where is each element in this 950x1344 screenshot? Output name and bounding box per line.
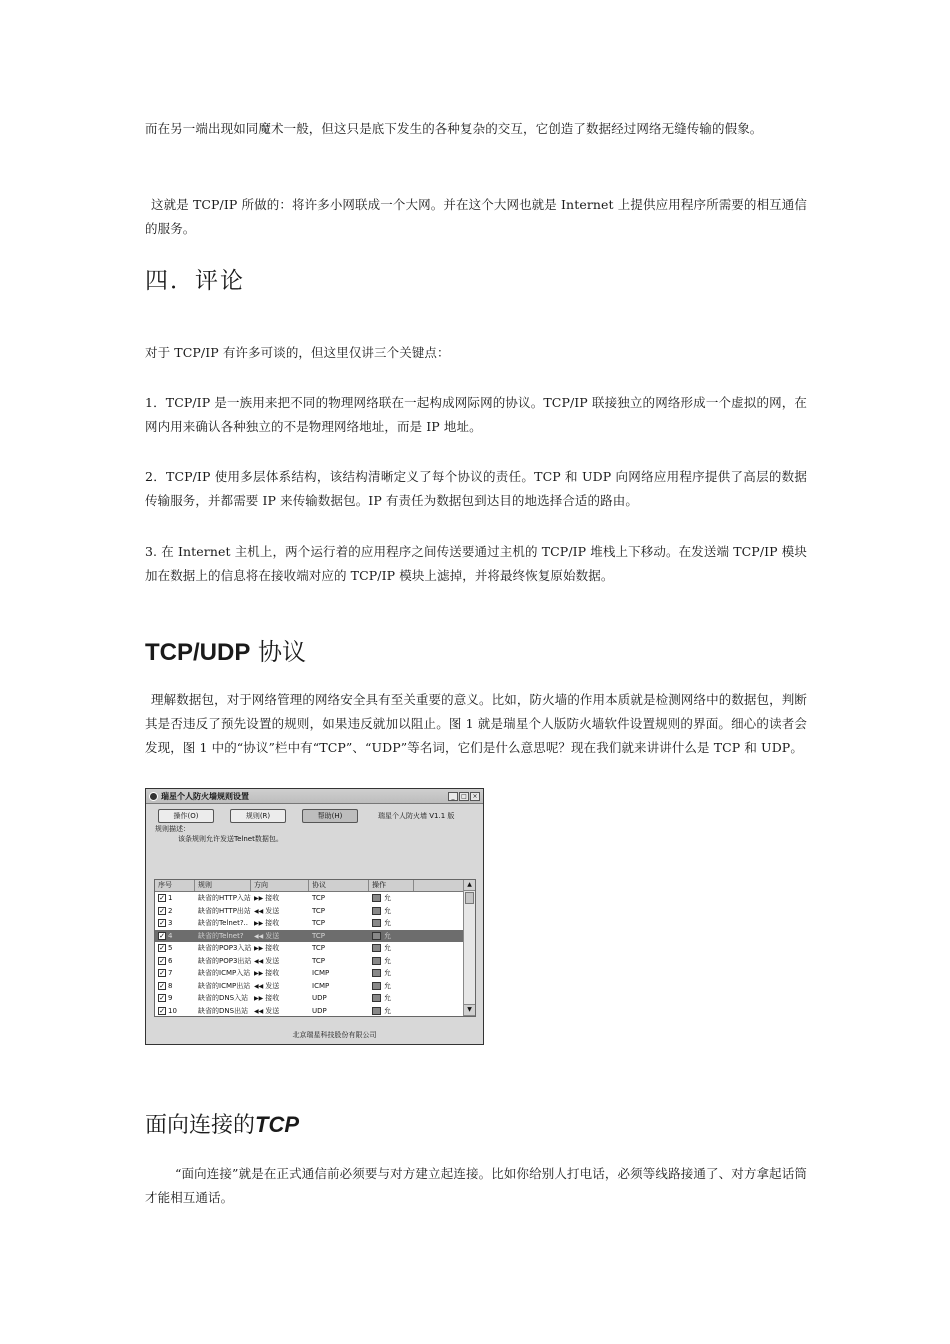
checkbox[interactable]: ✓ [159,906,165,915]
table-row[interactable] [155,955,475,968]
paragraph-3: 对于 TCP/IP 有许多可谈的，但这里仅讲三个关键点： [145,345,450,360]
table-row[interactable] [155,980,475,993]
network-icon [372,982,381,990]
row-protocol: TCP [312,906,325,915]
minimize-icon[interactable]: _ [448,792,458,801]
row-number: ✓ 7 [159,969,173,978]
row-number: ✓ 9 [159,994,173,1003]
row-operation: 允 [369,906,414,916]
row-number: ✓ 6 [159,956,173,965]
paragraph-5: 2．TCP/IP 使用多层体系结构，该结构清晰定义了每个协议的责任。TCP 和 UDP 向网络应用程序提供了高层的数据传输服务，并都需要 IP 来传输数据包。IP 有责任为数据包到达目的地选择合适的路由。 [145,469,807,508]
column-header-no[interactable]: 序号 [155,880,195,891]
version-label: 瑞星个人防火墙 V1.1 版 [378,812,455,820]
checkbox[interactable]: ✓ [159,1006,165,1015]
row-number: ✓ 10 [159,1006,177,1015]
scroll-down-icon[interactable]: ▼ [464,1004,475,1016]
paragraph-1: 而在另一端出现如同魔术一般，但这只是底下发生的各种复杂的交互，它创造了数据经过网络无缝传输的假象。 [145,121,763,136]
direction-arrow-icon: ◀◀ [254,957,264,965]
row-direction: ◀◀ 发送 [254,906,280,915]
scroll-thumb[interactable] [465,892,474,904]
network-icon [372,969,381,977]
direction-arrow-icon: ◀◀ [254,1007,264,1015]
checkbox[interactable]: ✓ [159,956,165,965]
heading-tcp-latin: TCP [255,1112,300,1137]
row-operation: 允 [369,956,414,966]
checkbox[interactable]: ✓ [159,981,165,990]
column-header-rule[interactable]: 规则 [195,880,251,891]
row-direction: ▶▶ 接收 [254,919,280,928]
row-operation: 允 [369,931,414,941]
toolbar [146,804,483,825]
window-title: 瑞星个人防火墙规则设置 [161,791,249,801]
row-operation: 允 [369,918,414,928]
table-row[interactable] [155,1005,475,1018]
column-header-operation[interactable]: 操作 [369,880,414,891]
heading-comment: 四．评论 [145,268,245,294]
row-number: ✓ 8 [159,981,173,990]
row-operation: 允 [369,993,414,1003]
network-icon [372,932,381,940]
row-operation: 允 [369,981,414,991]
network-icon [372,994,381,1002]
paragraph-8: “面向连接”就是在正式通信前必须要与对方建立起连接。比如你给别人打电话，必须等线路接通了、对方拿起话筒才能相互通话。 [145,1166,807,1205]
app-icon [149,792,158,801]
operate-button[interactable]: 操作(O) [158,809,214,823]
row-direction: ◀◀ 发送 [254,1006,280,1015]
row-protocol: UDP [312,994,327,1003]
row-direction: ▶▶ 接收 [254,894,280,903]
paragraph-6: 3. 在 Internet 主机上，两个运行着的应用程序之间传送要通过主机的 TCP/IP 堆栈上下移动。在发送端 TCP/IP 模块加在数据上的信息将在接收端对应的 TCP/IP 模块上滤掉，并将最终恢复原始数据。 [145,544,807,583]
network-icon [372,894,381,902]
checkbox[interactable]: ✓ [159,994,165,1003]
checkbox[interactable]: ✓ [159,969,165,978]
network-icon [372,907,381,915]
row-protocol: TCP [312,931,325,940]
network-icon [372,919,381,927]
row-operation: 允 [369,968,414,978]
rule-table [154,879,476,1017]
table-row[interactable] [155,967,475,980]
checkbox[interactable]: ✓ [159,931,165,940]
row-protocol: UDP [312,1006,327,1015]
rule-description-label: 规则描述： [155,825,190,833]
table-row[interactable] [155,942,475,955]
heading-tcp-udp [145,632,306,667]
row-direction: ▶▶ 接收 [254,994,280,1003]
column-header-protocol[interactable]: 协议 [309,880,369,891]
network-icon [372,957,381,965]
direction-arrow-icon: ◀◀ [254,932,264,940]
row-number: ✓ 3 [159,919,173,928]
window-title-bar [146,789,483,804]
checkbox[interactable]: ✓ [159,944,165,953]
table-row[interactable] [155,917,475,930]
row-rule: 缺省的POP3入站 [198,944,251,953]
row-direction: ▶▶ 接收 [254,944,280,953]
checkbox[interactable]: ✓ [159,894,165,903]
row-rule: 缺省的Telnet?.. [198,919,248,928]
scroll-up-icon[interactable]: ▲ [464,880,475,891]
network-icon [372,1007,381,1015]
direction-arrow-icon: ▶▶ [254,970,264,978]
row-rule: 缺省的ICMP出站 [198,981,251,990]
row-protocol: ICMP [312,969,330,978]
heading-tcp-udp-cjk: 协议 [250,638,306,666]
paragraph-2: 这就是 TCP/IP 所做的：将许多小网联成一个大网。并在这个大网也就是 Internet 上提供应用程序所需要的相互通信的服务。 [145,197,807,236]
checkbox[interactable]: ✓ [159,919,165,928]
row-operation: 允 [369,1006,414,1016]
row-protocol: TCP [312,919,325,928]
network-icon [372,944,381,952]
row-rule: 缺省的Telnet? [198,931,244,940]
direction-arrow-icon: ▶▶ [254,895,264,903]
close-icon[interactable]: × [470,792,480,801]
rule-button[interactable]: 规则(R) [230,809,286,823]
row-number: ✓ 1 [159,894,173,903]
help-button[interactable]: 帮助(H) [302,809,358,823]
company-footer: 北京瑞星科技股份有限公司 [292,1031,377,1039]
row-direction: ▶▶ 接收 [254,969,280,978]
row-number: ✓ 4 [159,931,173,940]
table-row[interactable] [155,930,475,943]
row-protocol: TCP [312,956,325,965]
table-row[interactable] [155,905,475,918]
heading-tcp-cjk: 面向连接的 [145,1113,256,1138]
row-protocol: TCP [312,944,325,953]
direction-arrow-icon: ◀◀ [254,982,264,990]
row-number: ✓ 2 [159,906,173,915]
row-rule: 缺省的DNS入站 [198,994,249,1003]
direction-arrow-icon: ▶▶ [254,995,264,1003]
row-protocol: ICMP [312,981,330,990]
direction-arrow-icon: ◀◀ [254,907,264,915]
table-scrollbar[interactable] [463,880,475,1016]
row-protocol: TCP [312,894,325,903]
paragraph-7: 理解数据包，对于网络管理的网络安全具有至关重要的意义。比如，防火墙的作用本质就是检测网络中的数据包，判断其是否违反了预先设置的规则，如果违反就加以阻止。图 1 就是瑞星个人版防火墙软件设置规则的界面。细心的读者会发现，图 1 中的“协议”栏中有“TCP”、“UDP”等名词，它们是什么意思呢？现在我们就来讲讲什么是 TCP 和 UDP。 [145,692,807,755]
heading-tcp-udp-latin: TCP/UDP [145,639,251,666]
row-rule: 缺省的DNS出站 [198,1006,249,1015]
direction-arrow-icon: ▶▶ [254,945,264,953]
table-row[interactable] [155,892,475,905]
row-direction: ◀◀ 发送 [254,956,280,965]
table-header [155,880,475,892]
heading-connection-oriented-tcp [145,1108,299,1139]
paragraph-4: 1．TCP/IP 是一族用来把不同的物理网络联在一起构成网际网的协议。TCP/IP 联接独立的网络形成一个虚拟的网，在网内用来确认各种独立的不是物理网络地址，而是 IP 地址。 [145,395,807,434]
row-rule: 缺省的POP3出站 [198,956,251,965]
column-header-direction[interactable]: 方向 [251,880,309,891]
row-operation: 允 [369,893,414,903]
direction-arrow-icon: ▶▶ [254,920,264,928]
row-rule: 缺省的HTTP入站 [198,894,251,903]
row-rule: 缺省的HTTP出站 [198,906,251,915]
table-row[interactable] [155,992,475,1005]
row-rule: 缺省的ICMP入站 [198,969,251,978]
maximize-icon[interactable]: □ [459,792,469,801]
rule-description-text: 该条规则允许发送Telnet数据包。 [178,835,283,843]
firewall-rule-window [145,788,484,1045]
row-direction: ◀◀ 发送 [254,981,280,990]
row-number: ✓ 5 [159,944,173,953]
row-operation: 允 [369,943,414,953]
table-body [155,892,475,1017]
row-direction: ◀◀ 发送 [254,931,280,940]
